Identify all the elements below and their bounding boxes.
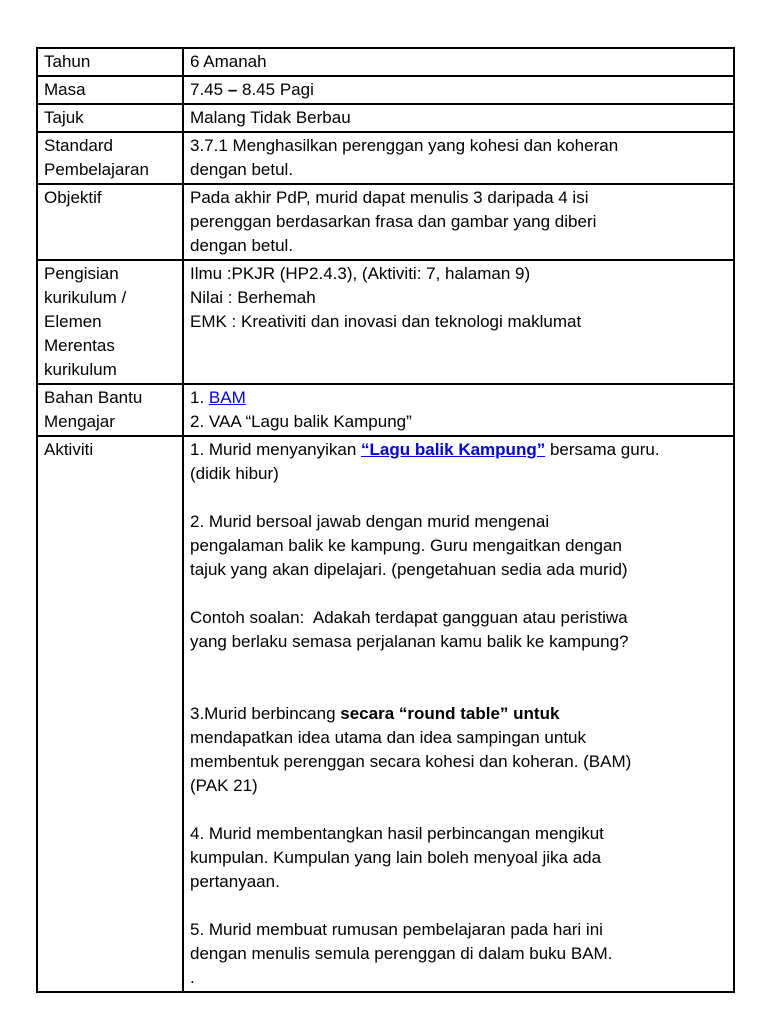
text-line — [190, 462, 729, 486]
row-tajuk — [37, 104, 734, 132]
row-content-cell — [183, 384, 734, 436]
text-run: secara “round table” untuk — [340, 704, 560, 723]
row-standard-pembelajaran — [37, 132, 734, 184]
row-label-line: Merentas — [44, 336, 115, 355]
lesson-plan-table — [36, 47, 735, 993]
text-line — [190, 486, 729, 510]
text-run: kumpulan. Kumpulan yang lain boleh menyoal jika ada — [190, 848, 602, 867]
text-line — [190, 750, 729, 774]
row-label-cell — [37, 384, 183, 436]
text-run: 4. Murid membentangkan hasil perbincangan mengikut — [190, 824, 604, 843]
text-run: 8.45 Pagi — [237, 80, 314, 99]
row-pengisian-kurikulum — [37, 260, 734, 384]
text-line — [190, 558, 729, 582]
row-label-line: Tahun — [44, 52, 91, 71]
text-line — [190, 654, 729, 678]
text-run: Malang Tidak Berbau — [190, 108, 351, 127]
text-run: (didik hibur) — [190, 464, 279, 483]
text-run: 3.Murid berbincang — [190, 704, 341, 723]
text-line — [190, 606, 729, 630]
text-line — [190, 510, 729, 534]
text-line — [190, 846, 729, 870]
row-content-cell — [183, 76, 734, 104]
text-line — [190, 310, 729, 334]
text-run: 1. — [190, 388, 209, 407]
row-label-cell — [37, 48, 183, 76]
text-line — [190, 78, 729, 102]
row-label-line: Tajuk — [44, 108, 84, 127]
row-aktiviti — [37, 436, 734, 992]
row-label-line: kurikulum — [44, 360, 117, 379]
text-run: dengan betul. — [190, 160, 294, 179]
row-label-line: Standard — [44, 136, 113, 155]
text-line — [190, 262, 729, 286]
bam-link[interactable]: BAM — [208, 388, 246, 407]
text-line — [190, 630, 729, 654]
row-label-cell — [37, 104, 183, 132]
text-line — [190, 158, 729, 182]
text-run: dengan menulis semula perenggan di dalam buku BAM. — [190, 944, 613, 963]
row-label-line: Aktiviti — [44, 440, 94, 459]
text-run: mendapatkan idea utama dan idea sampingan untuk — [190, 728, 587, 747]
row-label-line: Masa — [44, 80, 86, 99]
text-run: 3.7.1 Menghasilkan perenggan yang kohesi dan koheran — [190, 136, 619, 155]
text-run: 7.45 — [190, 80, 228, 99]
row-masa — [37, 76, 734, 104]
text-line — [190, 798, 729, 822]
text-run: Nilai : Berhemah — [190, 288, 316, 307]
text-run: membentuk perenggan secara kohesi dan koheran. (BAM) — [190, 752, 632, 771]
text-run: pertanyaan. — [190, 872, 280, 891]
text-line — [190, 334, 729, 358]
text-run: 2. Murid bersoal jawab dengan murid mengenai — [190, 512, 550, 531]
text-line — [190, 386, 729, 410]
text-line — [190, 286, 729, 310]
row-label-line: Pembelajaran — [44, 160, 149, 179]
text-line — [190, 822, 729, 846]
text-line — [190, 702, 729, 726]
row-label-line: Objektif — [44, 188, 102, 207]
text-line — [190, 582, 729, 606]
text-run: bersama guru. — [545, 440, 660, 459]
row-content-cell — [183, 132, 734, 184]
text-line — [190, 942, 729, 966]
text-line — [190, 210, 729, 234]
row-content-cell — [183, 436, 734, 992]
text-run: Pada akhir PdP, murid dapat menulis 3 daripada 4 isi — [190, 188, 589, 207]
text-line — [190, 358, 729, 382]
lagu-balik-kampung-link[interactable]: “Lagu balik Kampung” — [361, 440, 546, 459]
text-line — [190, 134, 729, 158]
row-label-cell — [37, 260, 183, 384]
text-run: dengan betul. — [190, 236, 294, 255]
text-line — [190, 438, 729, 462]
text-run: 5. Murid membuat rumusan pembelajaran pada hari ini — [190, 920, 603, 939]
row-label-line: Pengisian — [44, 264, 119, 283]
row-label-line: Elemen — [44, 312, 102, 331]
text-run: perenggan berdasarkan frasa dan gambar yang diberi — [190, 212, 597, 231]
text-run: tajuk yang akan dipelajari. (pengetahuan sedia ada murid) — [190, 560, 628, 579]
lesson-plan-table-wrapper — [36, 47, 735, 993]
text-run: Contoh soalan: Adakah terdapat gangguan atau peristiwa — [190, 608, 628, 627]
row-label-cell — [37, 76, 183, 104]
text-line — [190, 410, 729, 434]
text-run: 2. VAA “Lagu balik Kampung” — [190, 412, 412, 431]
text-run: EMK : Kreativiti dan inovasi dan teknologi maklumat — [190, 312, 582, 331]
text-run: – — [227, 80, 238, 99]
text-line — [190, 678, 729, 702]
text-line — [190, 106, 729, 130]
row-content-cell — [183, 260, 734, 384]
text-run: 6 Amanah — [190, 52, 267, 71]
text-run: 1. Murid menyanyikan — [190, 440, 362, 459]
text-line — [190, 186, 729, 210]
text-run: yang berlaku semasa perjalanan kamu balik ke kampung? — [190, 632, 629, 651]
text-line — [190, 534, 729, 558]
row-label-cell — [37, 436, 183, 992]
text-line — [190, 234, 729, 258]
text-line — [190, 870, 729, 894]
text-run: (PAK 21) — [190, 776, 258, 795]
row-content-cell — [183, 184, 734, 260]
text-line — [190, 726, 729, 750]
row-tahun — [37, 48, 734, 76]
row-content-cell — [183, 104, 734, 132]
row-objektif — [37, 184, 734, 260]
text-line — [190, 918, 729, 942]
row-label-line: Bahan Bantu — [44, 388, 143, 407]
text-line — [190, 774, 729, 798]
text-run: pengalaman balik ke kampung. Guru mengaitkan dengan — [190, 536, 622, 555]
text-run: . — [190, 968, 195, 987]
row-label-line: kurikulum / — [44, 288, 127, 307]
text-line — [190, 50, 729, 74]
text-line — [190, 966, 729, 990]
text-line — [190, 894, 729, 918]
row-label-line: Mengajar — [44, 412, 115, 431]
row-label-cell — [37, 132, 183, 184]
row-label-cell — [37, 184, 183, 260]
row-content-cell — [183, 48, 734, 76]
row-bahan-bantu-mengajar — [37, 384, 734, 436]
text-run: Ilmu :PKJR (HP2.4.3), (Aktiviti: 7, halaman 9) — [190, 264, 531, 283]
